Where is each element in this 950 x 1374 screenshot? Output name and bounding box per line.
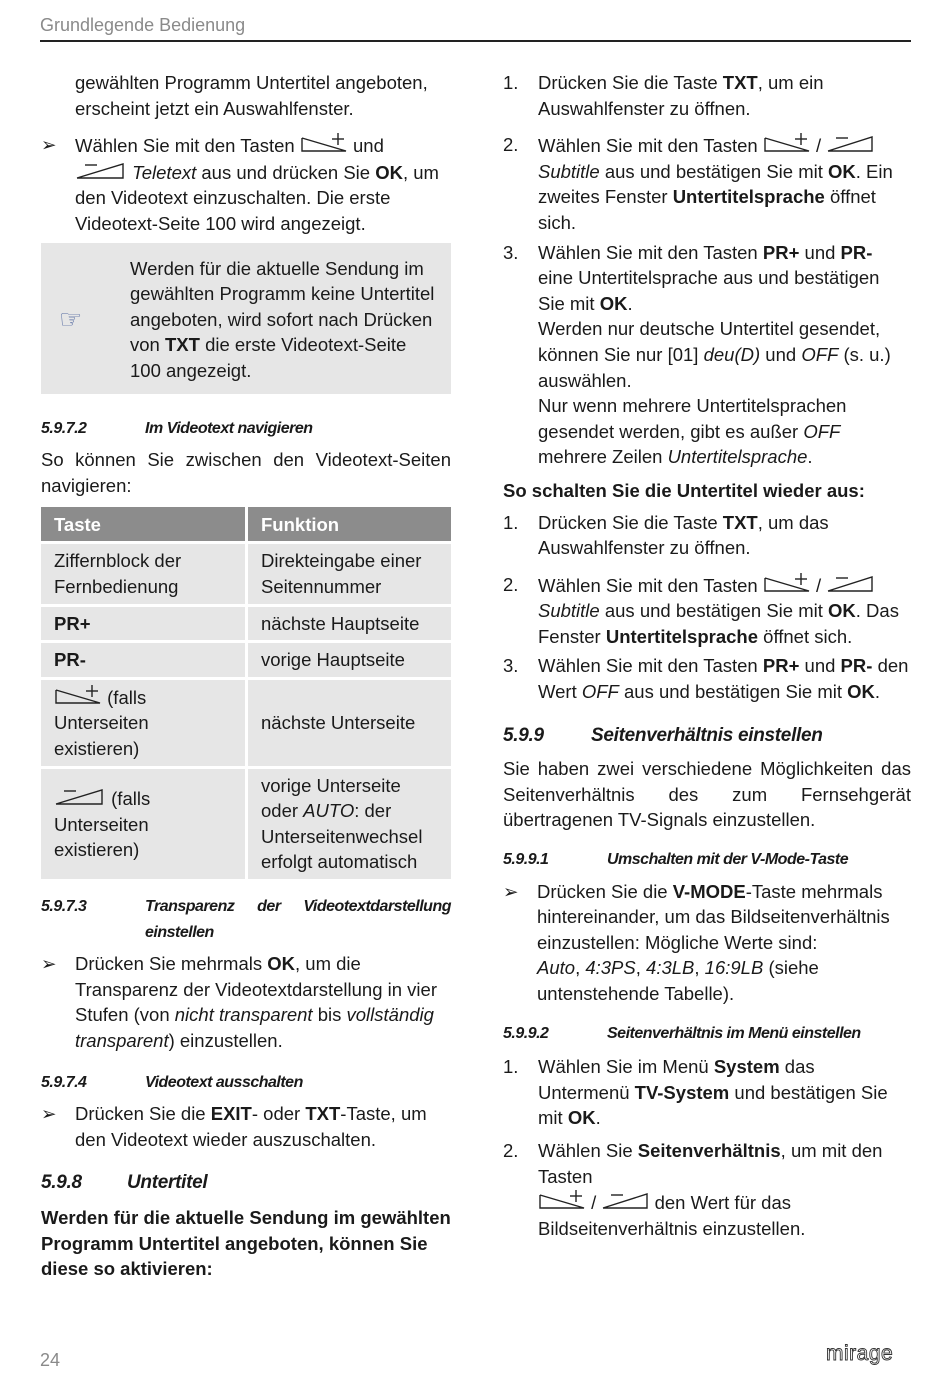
subtitle-off-heading: So schalten Sie die Untertitel wieder aus:	[503, 479, 865, 501]
intro-continuation: gewählten Programm Untertitel angeboten, erscheint jetzt ein Auswahlfenster.	[75, 72, 428, 119]
heading-5-9-7-2: 5.9.7.2 Im Videotext navigieren	[41, 419, 313, 437]
navigation-table	[41, 507, 451, 882]
table-cell: Ziffernblock der Fernbedienung	[41, 544, 248, 606]
header-title: Grundlegende Bedienung	[40, 15, 246, 35]
off-step-1: 1. Drücken Sie die Taste TXT, um das Auswahlfenster zu öffnen.	[503, 511, 829, 559]
table-cell: nächste Hauptseite	[248, 607, 451, 644]
table-cell: vorige Hauptseite	[248, 643, 451, 680]
heading-5-9-9: 5.9.9 Seitenverhältnis einstellen	[503, 724, 823, 746]
table-header-cell: Taste	[41, 507, 248, 544]
table-row	[41, 607, 451, 644]
table-row	[41, 544, 451, 606]
table-cell: PR-	[41, 643, 248, 680]
off-step-2: 2. Wählen Sie mit den Tasten / Subtitle aus und bestätigen Sie mit OK. Das Fenster Untertitelsprache öffnet sich.	[503, 573, 899, 647]
step-1: 1. Drücken Sie die Taste TXT, um ein Auswahlfenster zu öffnen.	[503, 72, 824, 119]
bullet-teletext-on: ➢ Wählen Sie mit den Tasten und Teletext aus und drücken Sie OK, um den Videotext einzuschalten. Die erste Videotext-Seite 100 wird angezeigt.	[41, 134, 439, 234]
arrow-bullet-icon: ➢	[503, 880, 519, 902]
heading-5-9-7-3: 5.9.7.3 Transparenz der Videotextdarstellung einstellen	[41, 898, 451, 941]
bullet-transparency: ➢ Drücken Sie mehrmals OK, um die Transparenz der Videotextdarstellung in vier Stufen (von nicht transparent bis vollständig transparent) einzustellen.	[41, 953, 437, 1052]
menu-step-1: 1. Wählen Sie im Menü System das Untermenü TV-System und bestätigen Sie mit OK.	[503, 1056, 888, 1129]
subtitle-intro: Werden für die aktuelle Sendung im gewählten Programm Untertitel angeboten, können Sie diese so aktivieren:	[41, 1207, 451, 1280]
table-cell: vorige Unterseite oder AUTO: der Unterseitenwechsel erfolgt automatisch	[248, 769, 451, 882]
table-cell: (falls Unterseiten existieren)	[41, 680, 248, 769]
key-down-minus-icon	[75, 159, 127, 181]
bullet-teletext-off: ➢ Drücken Sie die EXIT- oder TXT-Taste, um den Videotext wieder auszuschalten.	[41, 1103, 427, 1150]
heading-5-9-7-4: 5.9.7.4 Videotext ausschalten	[41, 1073, 303, 1091]
table-cell: (falls Unterseiten existieren)	[41, 769, 248, 882]
key-down-minus-icon	[826, 132, 874, 154]
heading-5-9-9-2: 5.9.9.2 Seitenverhältnis im Menü einstellen	[503, 1024, 861, 1042]
arrow-bullet-icon: ➢	[41, 1103, 57, 1125]
menu-step-2: 2. Wählen Sie Seitenverhältnis, um mit den Tasten / den Wert für das Bildseitenverhältnis einzustellen.	[503, 1139, 883, 1239]
right-column	[503, 70, 911, 1241]
aspect-intro: Sie haben zwei verschiedene Möglichkeiten das Seitenverhältnis des zum Fernsehgerät übertragenen TV-Signals einzustellen.	[503, 758, 911, 831]
table-cell: Direkteingabe einer Seitennummer	[248, 544, 451, 606]
heading-5-9-9-1: 5.9.9.1 Umschalten mit der V-Mode-Taste	[503, 851, 849, 869]
off-step-3: 3. Wählen Sie mit den Tasten PR+ und PR- den Wert OFF aus und bestätigen Sie mit OK.	[503, 655, 909, 703]
left-column	[41, 70, 451, 1282]
key-up-plus-icon	[538, 1189, 586, 1211]
table-row	[41, 643, 451, 680]
logo-text: mirage	[826, 1342, 894, 1365]
mirage-logo	[826, 1342, 912, 1368]
step-3: 3. Wählen Sie mit den Tasten PR+ und PR- eine Untertitelsprache aus und bestätigen Sie mit OK. Werden nur deutsche Untertitel gesendet, können Sie nur [01] deu(D) und OFF (s. u.) auswählen. Nur wenn mehrere Untertitelsprachen gesendet werden, gibt es außer OFF mehrere Zeilen Untertitelsprache.	[503, 241, 891, 468]
key-up-plus-icon	[54, 684, 102, 706]
key-down-minus-icon	[826, 572, 874, 594]
table-row	[41, 680, 451, 769]
key-up-plus-icon	[763, 572, 811, 594]
key-down-minus-icon	[54, 785, 106, 807]
pointing-hand-icon: ☞	[59, 303, 83, 334]
page-number: 24	[40, 1350, 61, 1370]
table-cell: PR+	[41, 607, 248, 644]
step-2: 2. Wählen Sie mit den Tasten / Subtitle aus und bestätigen Sie mit OK. Ein zweites Fenster Untertitelsprache öffnet sich.	[503, 134, 893, 233]
key-up-plus-icon	[763, 132, 811, 154]
key-down-minus-icon	[601, 1189, 649, 1211]
table-cell: nächste Unterseite	[248, 680, 451, 769]
heading-5-9-8: 5.9.8 Untertitel	[41, 1172, 208, 1194]
table-header-row	[41, 507, 451, 544]
nav-intro: So können Sie zwischen den Videotext-Seiten navigieren:	[41, 449, 451, 496]
arrow-bullet-icon: ➢	[41, 134, 57, 156]
page-header	[40, 12, 911, 42]
arrow-bullet-icon: ➢	[41, 953, 57, 975]
bullet-vmode: ➢ Drücken Sie die V-MODE-Taste mehrmals hintereinander, um das Bildseitenverhältnis einzustellen: Mögliche Werte sind: Auto, 4:3PS, 4:3LB, 16:9LB (siehe untenstehende Tabelle).	[503, 880, 890, 1004]
key-up-plus-icon	[300, 132, 348, 154]
hint-box: ☞ Werden für die aktuelle Sendung im gewählten Programm keine Untertitel angeboten, wird sofort nach Drücken von TXT die erste Videotext-Seite 100 angezeigt.	[41, 243, 451, 394]
table-header-cell: Funktion	[248, 507, 451, 544]
table-row	[41, 769, 451, 882]
